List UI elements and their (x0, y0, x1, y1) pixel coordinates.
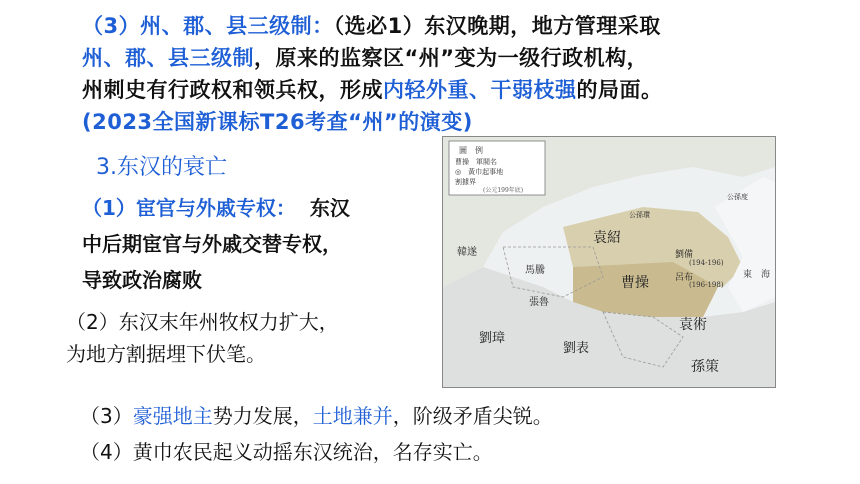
p4-num: （3） (80, 404, 133, 428)
map-legend-item-2: ◎ 黃巾起事地 (455, 168, 504, 176)
map-legend-item-3: 割據界 (455, 178, 476, 186)
p1-text-4: 的局面。 (576, 78, 663, 102)
map-note-2: (196-198) (689, 281, 724, 289)
p1-highlight-1: 州、郡、县三级制 (82, 46, 254, 70)
p1-highlight-2: 内轻外重、干弱枝强 (383, 78, 577, 102)
p2-line-2: 中后期宦官与外戚交替专权， (82, 232, 342, 256)
map-label-east-sea: 東 海 (743, 270, 771, 280)
p1-text-2: ，原来的监察区“州”变为一级行政机构， (254, 46, 649, 70)
map-label-cao-cao: 曹操 (621, 275, 649, 291)
map-label-zhang-lu: 張魯 (529, 297, 549, 308)
map-label-sun-ce: 孫策 (691, 359, 719, 375)
paragraph-three-level-system (82, 10, 663, 138)
p1-line-3 (82, 74, 663, 106)
map-label-yuan-shu: 袁術 (679, 317, 707, 333)
p4-highlight-1: 豪强地主 (132, 404, 213, 428)
map-label-liu-zhang: 劉璋 (479, 331, 506, 346)
paragraph-eunuchs-consorts (82, 190, 350, 298)
p1-text-3: 州刺史有行政权和领兵权，形成 (82, 78, 383, 102)
map-legend-title: 圖 例 (459, 146, 483, 155)
map-label-lu-bu: 呂布 (675, 273, 694, 283)
p1-exam-note: (2023全国新课标T26考查“州”的演变) (82, 110, 473, 134)
p1-line-1 (82, 10, 663, 42)
map-legend-note: (公元199年底) (483, 187, 524, 194)
map-label-ma-teng: 馬騰 (525, 265, 545, 276)
map-label-liu-bei: 劉備 (675, 250, 694, 260)
map-note-1: (194-196) (689, 259, 724, 267)
paragraph-landlords (80, 400, 553, 429)
p1-heading: （3）州、郡、县三级制： (82, 14, 334, 38)
map-label-gongsun-zan: 公孫瓚 (629, 211, 650, 219)
map-label-gongsun-du: 公孫度 (727, 193, 748, 201)
p4-text-1: 势力发展， (212, 404, 313, 428)
p2-text-1: 东汉 (309, 196, 350, 220)
paragraph-governors (66, 306, 339, 370)
map-label-han-sui: 韓遂 (457, 247, 477, 258)
warlords-map (442, 136, 776, 388)
map-label-yuan-shao: 袁紹 (593, 230, 621, 246)
map-legend-item-1: 曹操 軍閥名 (455, 158, 497, 166)
p2-line-1 (82, 190, 350, 226)
section-title: 3.东汉的衰亡 (96, 155, 227, 180)
paragraph-yellow-turban: （4）黄巾农民起义动摇东汉统治，名存实亡。 (80, 440, 493, 464)
p4-text-2: ，阶级矛盾尖锐。 (392, 404, 553, 428)
p2-heading: （1）宦官与外戚专权： (82, 196, 296, 220)
p1-text-1: （选必1）东汉晚期，地方管理采取 (333, 14, 661, 38)
p1-line-2 (82, 42, 663, 74)
p2-line-3: 导致政治腐败 (82, 268, 202, 292)
map-label-liu-biao: 劉表 (563, 341, 590, 356)
p4-highlight-2: 土地兼并 (312, 404, 393, 428)
p3-line-1: （2）东汉末年州牧权力扩大， (66, 310, 339, 334)
p3-line-2: 为地方割据埋下伏笔。 (66, 342, 266, 366)
